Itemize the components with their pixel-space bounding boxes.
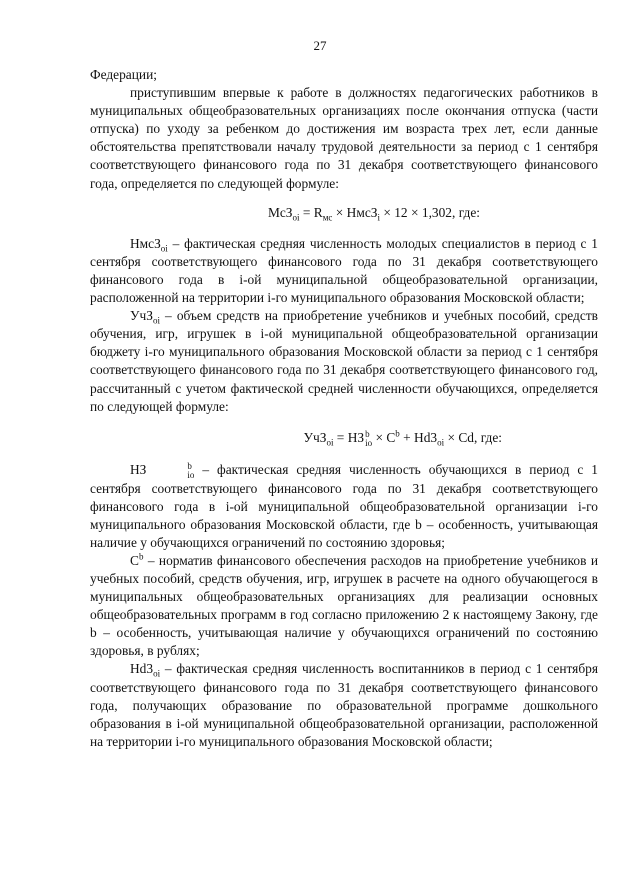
definition-cb [90, 552, 598, 661]
definition-subscript: oi [153, 669, 161, 680]
formula-term: × Cd, где: [444, 429, 502, 445]
definition-index-stack [147, 462, 194, 480]
formula-subscript: oi [437, 437, 445, 448]
definition-term: Hd3 [130, 661, 154, 677]
document-body [90, 66, 598, 751]
formula-subscript: oi [292, 212, 300, 223]
formula-subscript: мс [322, 212, 333, 223]
definition-term: НмсЗ [130, 235, 161, 251]
paragraph-continuation: Федерации; [90, 67, 157, 82]
definition-subscript: io [187, 469, 195, 480]
formula-uchz [90, 429, 598, 448]
formula-term: = НЗ [333, 429, 365, 445]
page-number: 27 [313, 38, 327, 53]
definition-text: – фактическая средняя численность обучающихся в период с 1 сентября соответствующего финансового года по 31 декабря соответствующего финансового года в i-ой муниципальной общеобразовательной организации i-го муниципального образования Московской области, где b – особенность, учитывающая наличие у обучающихся ограничений по состоянию здоровья; [90, 461, 598, 550]
formula-term: × НмсЗ [332, 204, 378, 220]
definition-subscript: oi [160, 243, 168, 254]
formula-term: МсЗ [267, 204, 293, 220]
definition-superscript: b [138, 551, 144, 562]
definition-term: С [130, 552, 139, 568]
formula-subscript: oi [326, 437, 334, 448]
definition-term: УчЗ [130, 308, 153, 324]
definition-text: – фактическая средняя численность молодых специалистов в период с 1 сентября соответствующего финансового года по 31 декабря соответствующего финансового года в i-ой муниципальной общеобразовательной организации, расположенной на территории i-го муниципального образования Московской области; [90, 235, 598, 306]
definition-nz [90, 461, 598, 552]
formula-superscript: b [365, 428, 370, 439]
definition-term: НЗ [130, 461, 147, 477]
definition-hd3 [90, 660, 598, 750]
formula-superscript: b [395, 428, 400, 439]
formula-msz [90, 204, 598, 222]
formula-term: × 12 × 1,302, где: [379, 204, 480, 220]
formula-term: = R [299, 204, 323, 220]
definition-text: – объем средств на приобретение учебников и учебных пособий, средств обучения, игр, игрушек в i-ой муниципальной общеобразовательной организации бюджету i-го муниципального образования Московской области за период с 1 сентября соответствующего финансового года по 31 декабря соответствующего финансового год, рассчитанный с учетом фактической средней численности обучающихся, определяется по следующей формуле: [90, 308, 598, 414]
definition-text: – норматив финансового обеспечения расходов на приобретение учебников и учебных пособий, средств обучения, игр, игрушек в расчете на одного обучающегося в муниципальных общеобразовательных организациях для реализации основных общеобразовательных программ в год согласно приложению 2 к настоящему Закону, где b – особенность, учитывающая наличие у обучающихся ограничений по состоянию здоровья, в рублях; [90, 552, 598, 659]
paragraph-young-specialists: приступившим впервые к работе в должностях педагогических работников в муниципальных общеобразовательных организациях после окончания отпуска (части отпуска) по уходу за ребенком до достижения им возраста трех лет, если данные обстоятельства препятствовали началу трудовой деятельности за период с 1 сентября соответствующего финансового года по 31 декабря соответствующего финансового года, определяется по следующей формуле: [90, 85, 598, 191]
definition-superscript: b [187, 460, 192, 471]
definition-nmsz [90, 235, 598, 307]
formula-term: УчЗ [303, 429, 327, 445]
formula-term: × С [372, 429, 396, 445]
definition-uchz [90, 307, 598, 416]
formula-subscript: i [377, 212, 380, 223]
definition-subscript: oi [152, 315, 160, 326]
formula-term: + Hd3 [399, 429, 438, 445]
definition-text: – фактическая средняя численность воспитанников в период с 1 сентября соответствующего финансового года по 31 декабря соответствующего финансового года, получающих образование по образовательной программе дошкольного образования в i-ой муниципальной общеобразовательной организации, расположенной на территории i-го муниципального образования Московской области; [90, 661, 598, 749]
formula-subscript: io [365, 437, 373, 448]
